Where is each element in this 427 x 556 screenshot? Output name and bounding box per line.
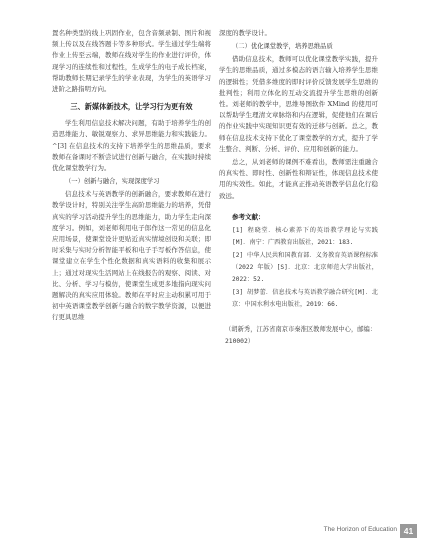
paragraph: 借助信息技术，教师可以优化课堂教学实践，提升学生的思维品质，通过多模态的语言输入培养学生思维的逻辑性；凭借多维度的即时评价反馈发展学生思维的批判性；利用立体化的互动交流提升学生思维的创新性。刘老师的教学中，思维导图软件 XMind 的使用可以帮助学生理清文章脉络和内在逻辑，促使他们在课后的作业实践中实现知识更有效的迁移与创新。总之，教师在信息技术支持下优化了课堂教学的方式，提升了学生整合、判断、分析、评价、应用和创新的能力。 <box>219 55 378 153</box>
author-info: （胡新秀，江苏省南京市秦淮区教师发展中心，邮编：210002） <box>225 325 377 346</box>
right-column <box>219 28 378 349</box>
paragraph: 深度的教学设计。 <box>219 29 271 37</box>
reference-item: [3] 胡梦蕾．信息技术与英语教学融合研究[M]．北京：中国水利水电出版社，2019：66. <box>232 288 378 309</box>
journal-name: The Horizon of Education <box>323 526 397 533</box>
reference-item: [1] 程晓堂．核心素养下的英语教学理论与实践[M]．南宁：广西教育出版社，2021：183. <box>232 226 378 247</box>
paragraph: 学生利用信息技术解决问题，有助于培养学生的创造思维能力、敏锐观察力、求异思维能力和实践能力。^[3] 在信息技术的支持下培养学生的思维品质，要求教师在备课时不断尝试进行创新与融合，在实践时持续优化课堂教学行为。 <box>52 119 211 173</box>
page-number: 41 <box>400 524 417 538</box>
section-heading: 三、新媒体新技术，让学习行为更有效 <box>70 102 193 112</box>
subsection-heading: （二）优化课堂教学，培养思维品质 <box>232 43 333 51</box>
paragraph: 总之，从刘老师的课例不难看出，教师需注重融合的真实性、即时性、创新性和辩证性，体现信息技术使用的实效性。如此，才能真正推动英语教学信息化行稳致远。 <box>219 158 378 200</box>
page-footer <box>307 524 427 538</box>
references-title: 参考文献： <box>232 212 265 221</box>
paragraph: 信息技术与英语教学的创新融合，要求教师在进行教学设计时，特别关注学生高阶思维能力的培养，凭借真实的学习活动提升学生的思维能力，助力学生走向深度学习。例如，刘老师利用电子郎作这一常见的信息化应用场景，使课堂设计更贴近真实情境创设和关联；即时采集与实时分析智能平板和电子手写板作答信息，使课堂建立在学生个性化数据和真实语料的收集和展示上；通过对现实生活网站上在线报告的观察、阅读、对比、分析、学习与模仿，使课堂生成更多地指向现实问题解决的真实应用体验。教师在平时应主动积累可用于初中英语课堂教学创新与融合的数字教学资源，以便进行更具思维 <box>52 190 211 322</box>
left-column <box>52 28 211 326</box>
reference-item: [2] 中华人民共和国教育部．义务教育英语课程标准（2022 年版）[S]．北京：北京师范大学出版社，2022：52. <box>232 251 378 284</box>
paragraph: 置名种类型的线上巩固作业，包含音频录制、图片和视频上传以及在线答题卡等多种形式。学生通过学生端将作业上传至云端，教师在线对学生的作业进行评价，体现学习的连续性和过程性，生成学生的电子成长档案，帮助教师长期记录学生的学业表现，为学生的英语学习进阶之路指明方向。 <box>52 29 211 94</box>
subsection-heading: （一）创新与融合，实现深度学习 <box>65 178 160 186</box>
